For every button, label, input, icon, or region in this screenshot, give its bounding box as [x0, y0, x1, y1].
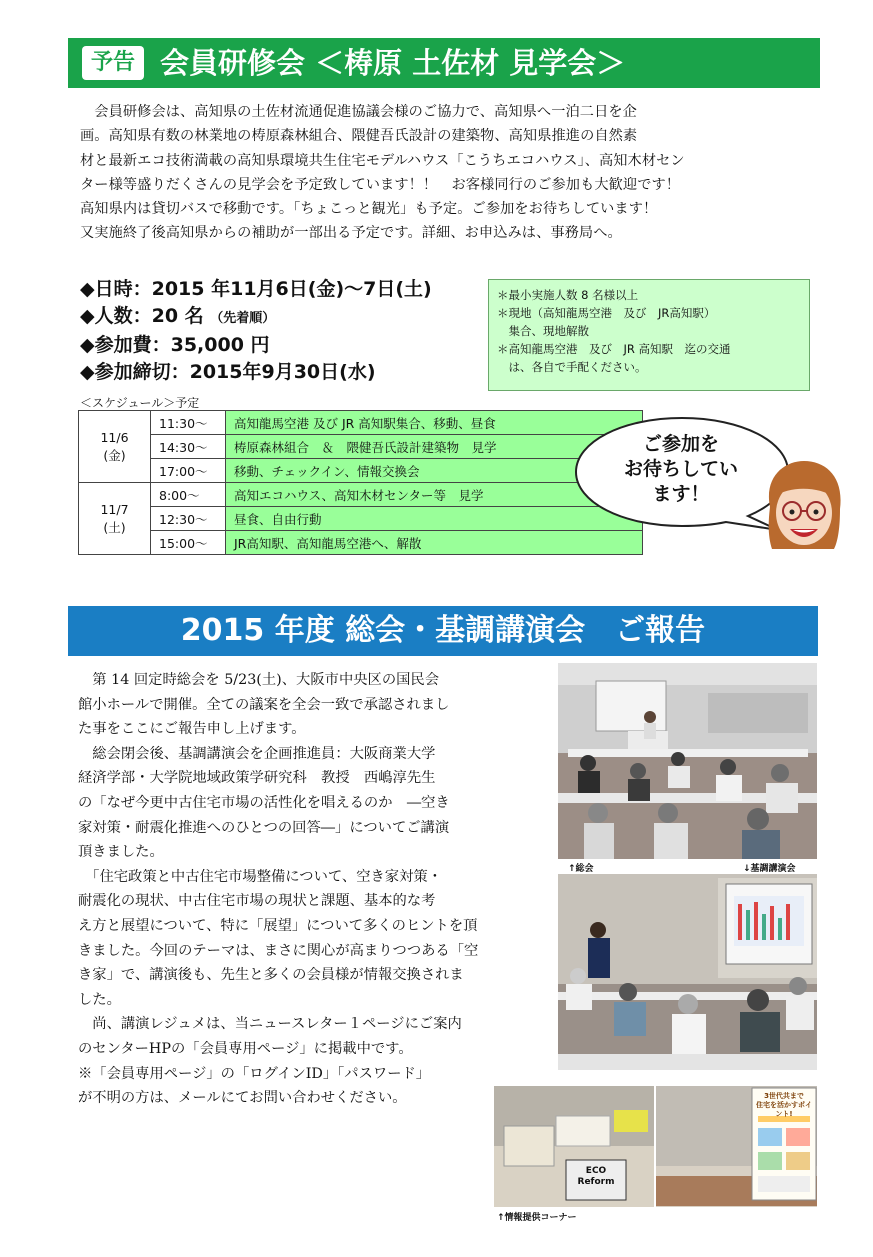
day-weekday: (土) [103, 519, 126, 535]
notes-box [488, 279, 810, 391]
schedule-time: 15:00～ [151, 531, 226, 555]
table-row [79, 435, 643, 459]
section2-title: 2015 年度 総会・基調講演会 ご報告 [180, 613, 706, 648]
table-row [79, 459, 643, 483]
eco-reform-sign [568, 1166, 624, 1188]
note-line: ＊高知龍馬空港 及び JR 高知駅 迄の交通 [497, 342, 731, 356]
paragraph-line: 尚、講演レジュメは、当ニュースレター１ページにご案内 [78, 1016, 462, 1033]
section1-title: 会員研修会 ＜梼原 土佐材 見学会＞ [160, 46, 626, 80]
day-weekday: (金) [103, 447, 126, 463]
table-row [79, 483, 643, 507]
poster-line: 3世代共まで [764, 1092, 804, 1100]
bubble-line: ご参加を [642, 433, 719, 455]
section2-paragraph [78, 668, 546, 1111]
caption-info-corner: ↑情報提供コーナー [497, 1213, 577, 1223]
event-people-note: （先着順） [210, 311, 276, 326]
section1-header [68, 38, 820, 88]
note-line: 集合、現地解散 [497, 324, 589, 338]
day-date: 11/7 [100, 501, 129, 517]
photo-info-corner-left [494, 1086, 654, 1207]
event-info [80, 276, 432, 386]
paragraph-line: 会員研修会は、高知県の土佐材流通促進協議会様のご協力で、高知県へ一泊二日を企 [80, 104, 637, 120]
paragraph-line: が不明の方は、メールにてお問い合わせください。 [78, 1090, 407, 1107]
event-date: ◆日時：2015 年11月6日(金)～7日(土) [80, 278, 432, 300]
event-fee: ◆参加費：35,000 円 [80, 334, 270, 356]
schedule-time: 11:30～ [151, 411, 226, 435]
note-line: ＊現地（高知龍馬空港 及び JR高知駅） [497, 306, 716, 320]
schedule-table [78, 410, 643, 555]
section1-paragraph [80, 100, 820, 246]
schedule-time: 14:30～ [151, 435, 226, 459]
caption-general-meeting: ↑総会 [568, 864, 594, 874]
poster-title [754, 1092, 814, 1119]
schedule-label: ＜スケジュール＞予定 [80, 396, 200, 410]
photo-general-meeting [558, 663, 817, 859]
paragraph-line: 高知県内は貸切バスで移動です。「ちょこっと観光」も予定。ご参加をお待ちしています！ [80, 201, 658, 218]
paragraph-line: 経済学部・大学院地域政策学研究科 教授 西嶋淳先生 [78, 770, 436, 787]
paragraph-line: え方と展望について、特に「展望」について多くのヒントを頂 [78, 917, 478, 934]
schedule-event: 移動、チェックイン、情報交換会 [226, 459, 643, 483]
paragraph-line: 頂きました。 [78, 844, 164, 861]
bubble-text [606, 432, 756, 507]
caption-keynote: ↓基調講演会 [743, 864, 796, 874]
schedule-time: 8:00～ [151, 483, 226, 507]
sign-line: ECO [585, 1166, 607, 1176]
paragraph-line: 材と最新エコ技術満載の高知県環境共生住宅モデルハウス「こうちエコハウス」、高知木材セン [80, 152, 685, 169]
table-row [79, 411, 643, 435]
photo-info-corner-right [656, 1086, 817, 1207]
bubble-line: ます！ [652, 483, 710, 505]
day-date: 11/6 [100, 429, 129, 445]
paragraph-line: き家」で、講演後も、先生と多くの会員様が情報交換されま [78, 967, 464, 984]
event-people-row [80, 303, 432, 332]
paragraph-line: の「なぜ今更中古住宅市場の活性化を唱えるのか ―空き [78, 794, 450, 811]
event-deadline: ◆参加締切：2015年9月30日(水) [80, 361, 376, 383]
schedule-time: 12:30～ [151, 507, 226, 531]
paragraph-line: した。 [78, 991, 121, 1008]
event-people: ◆人数：20 名 [80, 305, 204, 327]
schedule-event: 高知エコハウス、高知木材センター等 見学 [226, 483, 643, 507]
schedule-event: 梼原森林組合 ＆ 隈健吾氏設計建築物 見学 [226, 435, 643, 459]
poster-line: 住宅を活かすポイント! [756, 1101, 812, 1118]
paragraph-line: 画。高知県有数の林業地の梼原森林組合、隈健吾氏設計の建築物、高知県推進の自然素 [80, 128, 638, 145]
notice-badge: 予告 [82, 46, 144, 80]
paragraph-line: きました。今回のテーマは、まさに関心が高まりつつある「空 [78, 942, 479, 959]
schedule-event: 高知龍馬空港 及び JR 高知駅集合、移動、昼食 [226, 411, 643, 435]
paragraph-line: 館小ホールで開催。全ての議案を全会一致で承認されまし [78, 696, 450, 713]
paragraph-line: ター様等盛りだくさんの見学会を予定致しています！！ お客様同行のご参加も大歓迎です！ [80, 176, 681, 193]
photo-keynote-lecture [558, 874, 817, 1070]
paragraph-line: 耐震化の現状、中古住宅市場の現状と課題、基本的な考 [78, 893, 436, 910]
paragraph-line: 「住宅政策と中古住宅市場整備について、空き家対策・ [78, 868, 442, 885]
schedule-event: 昼食、自由行動 [226, 507, 643, 531]
paragraph-line: 総会閉会後、基調講演会を企画推進員：大阪商業大学 [78, 745, 436, 762]
woman-face-icon [760, 457, 846, 553]
paragraph-line: ※「会員専用ページ」の「ログインID」「パスワード」 [78, 1065, 431, 1082]
note-line: は、各自で手配ください。 [497, 360, 647, 374]
schedule-day-1 [79, 411, 151, 483]
paragraph-line: 家対策・耐震化推進へのひとつの回答―」についてご講演 [78, 819, 450, 836]
schedule-event: JR高知駅、高知龍馬空港へ、解散 [226, 531, 643, 555]
table-row [79, 507, 643, 531]
section2-header [68, 606, 818, 656]
paragraph-line: 第 14 回定時総会を 5/23(土)、大阪市中央区の国民会 [78, 672, 440, 688]
paragraph-line: のセンターHPの「会員専用ページ」に掲載中です。 [78, 1040, 413, 1057]
paragraph-line: 又実施終了後高知県からの補助が一部出る予定です。詳細、お申込みは、事務局へ。 [80, 225, 622, 242]
sign-line: Reform [577, 1177, 615, 1187]
schedule-time: 17:00～ [151, 459, 226, 483]
table-row [79, 531, 643, 555]
bubble-line: お待ちしてい [623, 458, 738, 480]
schedule-day-2 [79, 483, 151, 555]
note-line: ＊最小実施人数 8 名様以上 [497, 288, 639, 302]
paragraph-line: た事をここにご報告申し上げます。 [78, 721, 306, 738]
